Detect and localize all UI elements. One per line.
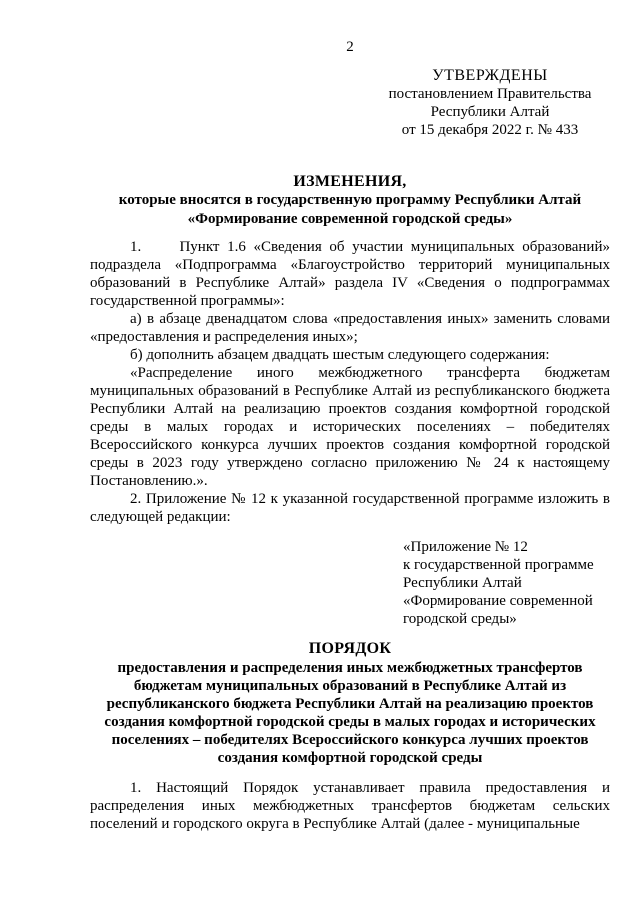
approval-heading: УТВЕРЖДЕНЫ [432,67,548,84]
order-body [90,779,610,833]
title-subtitle: «Формирование современной городской среды» [187,211,513,227]
paragraph: «Распределение иного межбюджетного трансферта бюджетам муниципальных образований в Республике Алтай из республиканского бюджета Республики Алтай на реализацию проектов создания комфортной городской среды в малых городах и исторических поселениях – победителях Всероссийского конкурса лучших проектов создания комфортной городской среды в 2023 году утверждено согласно приложению № 24 к настоящему Постановлению.». [90,365,610,489]
paragraph: б) дополнить абзацем двадцать шестым следующего содержания: [130,347,550,363]
paragraph: 1. Настоящий Порядок устанавливает правила предоставления и распределения иных межбюджетных трансфертов бюджетам сельских поселений и городского округа в Республике Алтай (далее - муниципальные [90,780,610,832]
approval-block [370,67,610,139]
page-number: 2 [346,39,354,55]
order-subtitle: предоставления и распределения иных межбюджетных трансфертов [117,660,583,676]
approval-line: постановлением Правительства [388,86,592,102]
order-subtitle: бюджетам муниципальных образований в Республике Алтай из [133,678,567,694]
annex-line: городской среды» [403,611,517,627]
order-subtitle: создания комфортной городской среды в малых городах и исторических [104,714,596,730]
annex-line: к государственной программе [403,557,594,573]
order-subtitle: республиканского бюджета Республики Алтай на реализацию проектов [106,696,594,712]
paragraph: 1. Пункт 1.6 «Сведения об участии муниципальных образований» подраздела «Подпрограмма «Благоустройство территорий муниципальных образований в Республике Алтай» раздела IV «Сведения о подпрограммах государственной программы»: [90,239,610,309]
document-body [90,238,610,526]
document-title [90,172,610,229]
order-heading: ПОРЯДОК [308,640,392,657]
paragraph: 2. Приложение № 12 к указанной государственной программе изложить в следующей редакции: [90,491,610,525]
order-subtitle: создания комфортной городской среды [217,750,483,766]
title-main: ИЗМЕНЕНИЯ, [293,173,407,190]
order-title [90,640,610,767]
approval-line: Республики Алтай [430,104,550,120]
order-subtitle: поселениях – победителях Всероссийского конкурса лучших проектов [111,732,589,748]
approval-date: от 15 декабря 2022 г. № 433 [401,122,579,138]
paragraph: а) в абзаце двенадцатом слова «предоставления иных» заменить словами «предоставления и распределения иных»; [90,311,610,345]
annex-line: Республики Алтай [403,575,522,591]
annex-line: «Формирование современной [403,593,593,609]
annex-line: «Приложение № 12 [403,539,528,555]
annex-reference [403,538,613,628]
title-subtitle: которые вносятся в государственную программу Республики Алтай [118,192,582,208]
